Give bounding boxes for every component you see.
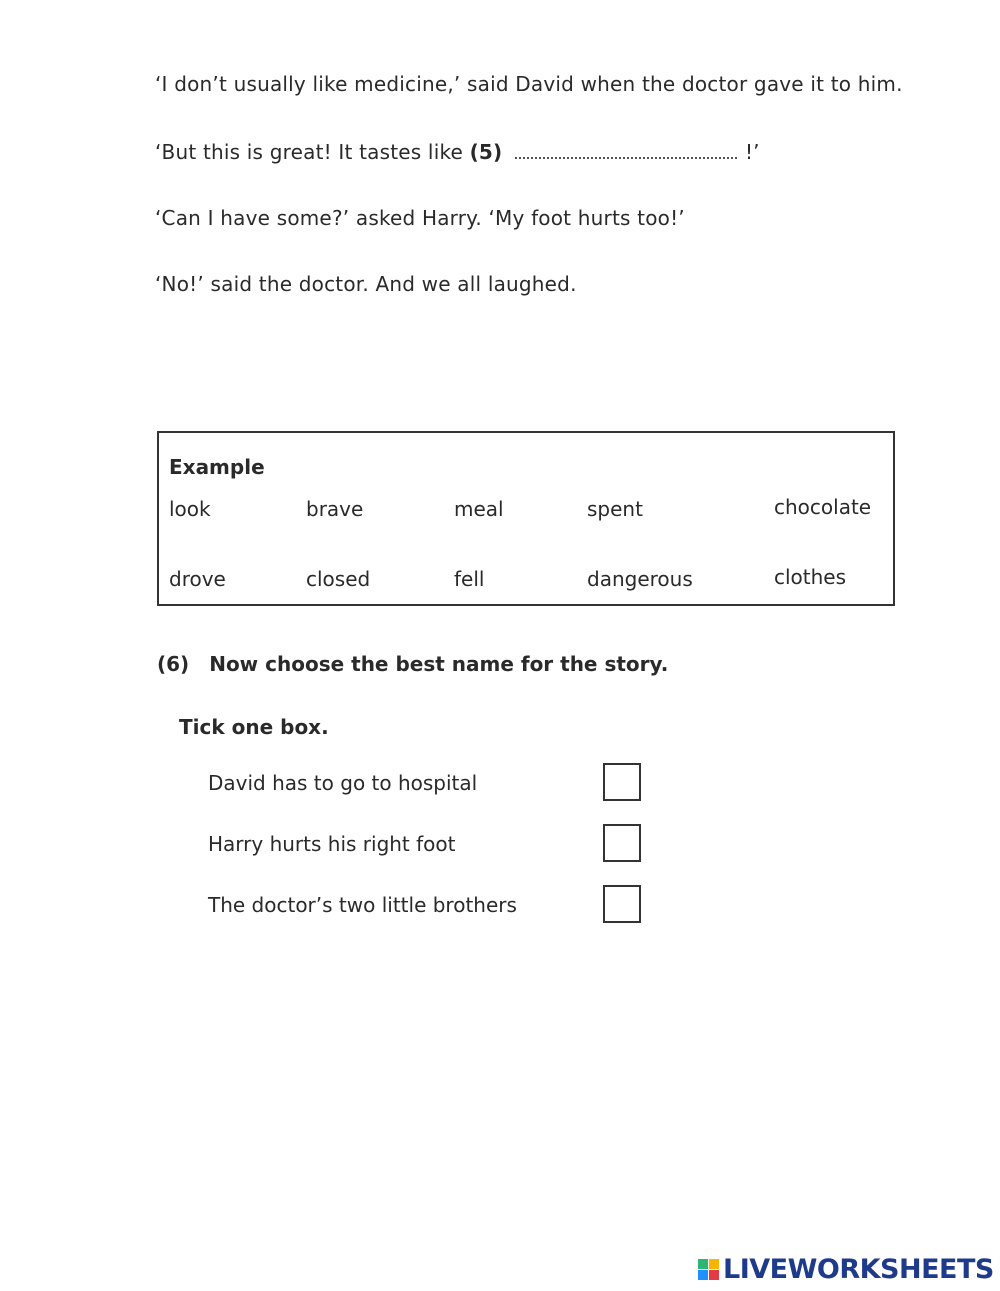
story-line-2-end: !’ [744, 140, 760, 164]
option-label: The doctor’s two little brothers [208, 893, 517, 917]
question-6 [157, 652, 668, 676]
story-line-2 [155, 140, 760, 164]
story-line-2-text: ‘But this is great! It tastes like [155, 140, 464, 164]
example-word: chocolate [774, 495, 872, 519]
story-line-3: ‘Can I have some?’ asked Harry. ‘My foot hurts too!’ [155, 206, 685, 230]
example-word: look [169, 497, 211, 521]
gap-5-answer-field[interactable] [515, 143, 737, 159]
option-label: David has to go to hospital [208, 771, 478, 795]
option-row [208, 763, 644, 803]
example-word: brave [306, 497, 364, 521]
example-word: clothes [774, 565, 847, 589]
logo-square [698, 1259, 708, 1269]
logo-square [698, 1270, 708, 1280]
gap-5-number: (5) [469, 140, 503, 164]
question-text: Now choose the best name for the story. [209, 652, 669, 676]
example-word: closed [306, 567, 371, 591]
option-label: Harry hurts his right foot [208, 832, 456, 856]
example-word-box [157, 431, 895, 606]
example-word: meal [454, 497, 504, 521]
example-word: spent [587, 497, 643, 521]
liveworksheets-logo [698, 1254, 994, 1285]
story-line-4: ‘No!’ said the doctor. And we all laughed. [155, 272, 577, 296]
logo-square [709, 1270, 719, 1280]
tick-box-2[interactable] [603, 824, 641, 862]
example-title: Example [169, 455, 265, 479]
brand-name: LIVEWORKSHEETS [723, 1254, 994, 1285]
instruction: Tick one box. [179, 715, 329, 739]
tick-box-1[interactable] [603, 763, 641, 801]
example-word: fell [454, 567, 485, 591]
option-row [208, 824, 644, 864]
logo-square [709, 1259, 719, 1269]
story-line-1: ‘I don’t usually like medicine,’ said David when the doctor gave it to him. [155, 72, 903, 96]
question-number: (6) [157, 652, 190, 676]
option-row [208, 885, 644, 925]
liveworksheets-logo-icon [698, 1259, 719, 1280]
example-word: dangerous [587, 567, 693, 591]
tick-box-3[interactable] [603, 885, 641, 923]
example-word: drove [169, 567, 226, 591]
